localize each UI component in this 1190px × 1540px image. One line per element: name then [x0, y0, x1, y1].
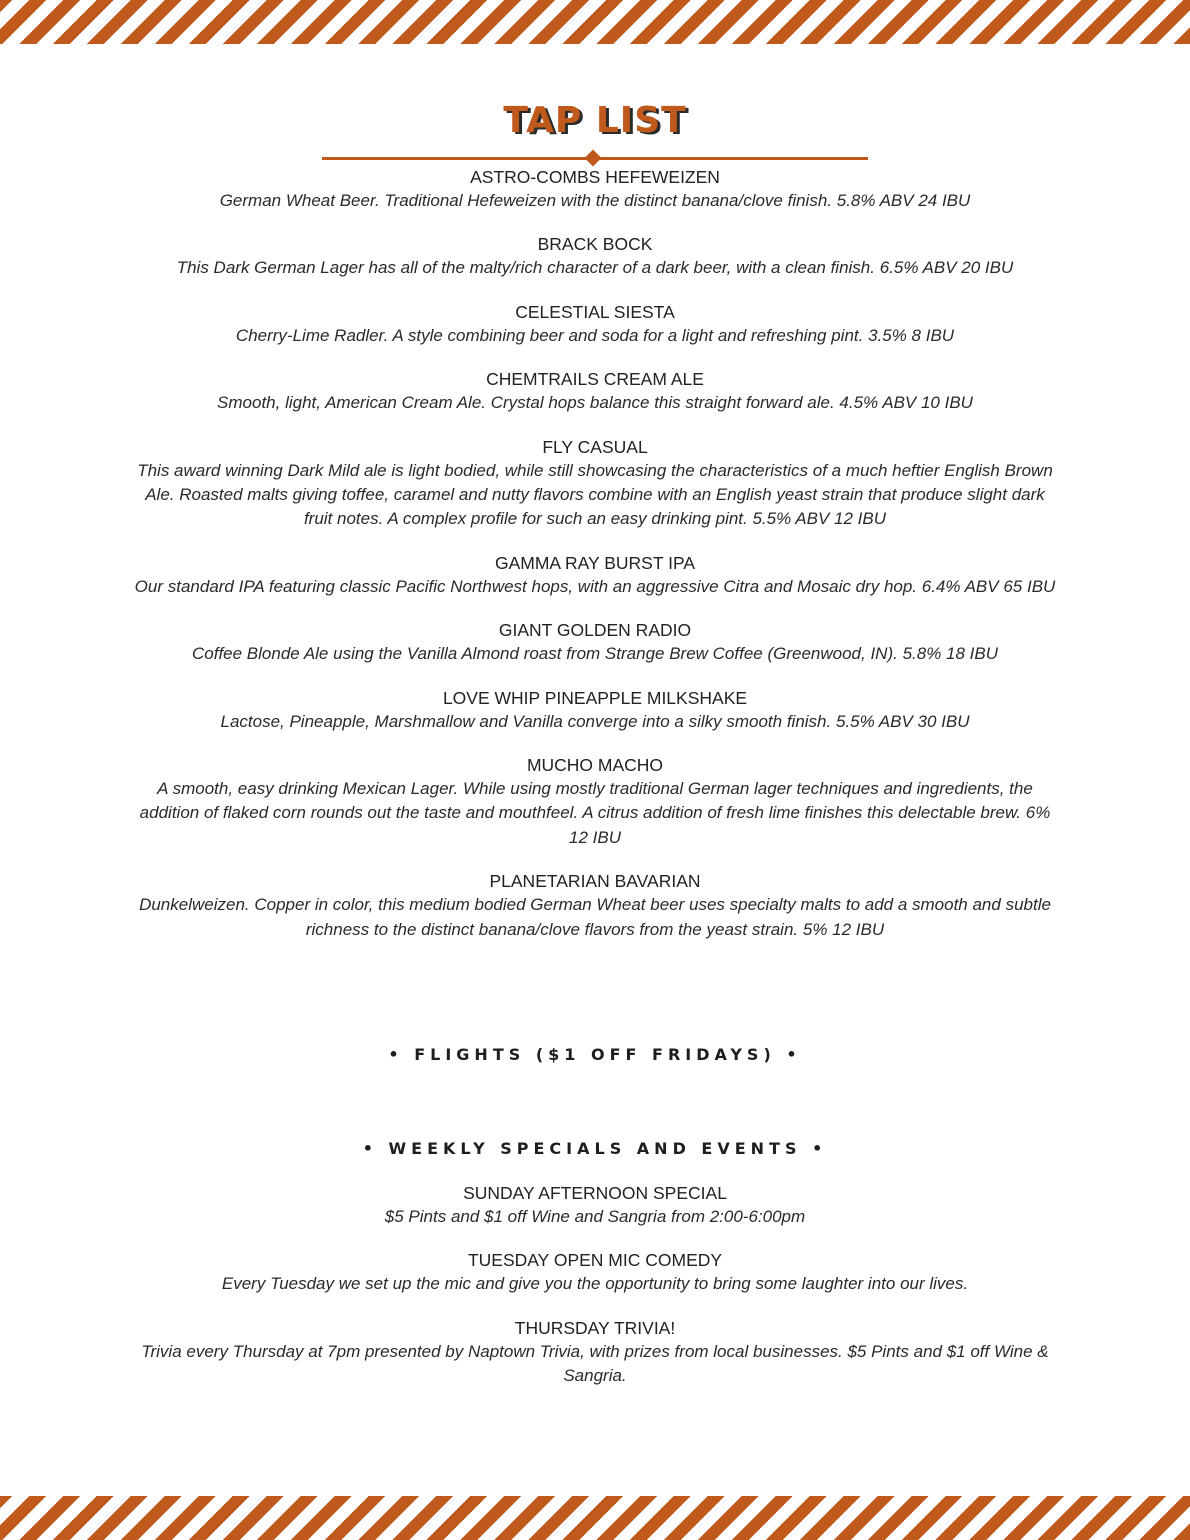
- special-description: Every Tuesday we set up the mic and give you the opportunity to bring some laughter into our lives.: [221, 1274, 969, 1294]
- flights-heading: • FLIGHTS ($1 OFF FRIDAYS) •: [388, 1045, 802, 1064]
- tap-name: GAMMA RAY BURST IPA: [494, 552, 695, 573]
- tap-name: CELESTIAL SIESTA: [515, 301, 675, 322]
- tap-name: FLY CASUAL: [542, 436, 648, 457]
- tap-item: [130, 686, 1060, 734]
- tap-description: Dunkelweizen. Copper in color, this medium bodied German Wheat beer uses specialty malts to add a smooth and subtle richness to the distinct banana/clove flavors from the yeast strain. 5% 12 IBU: [139, 895, 1051, 939]
- tap-name: LOVE WHIP PINEAPPLE MILKSHAKE: [442, 687, 748, 708]
- tap-item: [130, 753, 1060, 850]
- special-description: $5 Pints and $1 off Wine and Sangria from 2:00-6:00pm: [384, 1207, 806, 1226]
- tap-description: A smooth, easy drinking Mexican Lager. While using mostly traditional German lager techniques and ingredients, the addition of flaked corn rounds out the taste and mouthfeel. A citrus addition of fresh lime finishes this delectable brew. 6% 12 IBU: [139, 779, 1051, 847]
- page-title: TAP LIST: [503, 100, 687, 141]
- tap-item: [130, 435, 1060, 532]
- tap-name: BRACK BOCK: [537, 234, 653, 255]
- special-item: [130, 1181, 1060, 1229]
- tap-description: This award winning Dark Mild ale is light bodied, while still showcasing the characteristics of a much heftier English Brown Ale. Roasted malts giving toffee, caramel and nutty flavors combine with an English yeast strain that produce slight dark fruit notes. A complex profile for such an easy drinking pint. 5.5% ABV 12 IBU: [137, 460, 1053, 529]
- tap-description: Lactose, Pineapple, Marshmallow and Vanilla converge into a silky smooth finish. 5.5% ABV 30 IBU: [220, 711, 970, 731]
- tap-name: MUCHO MACHO: [526, 755, 664, 776]
- tap-description: Coffee Blonde Ale using the Vanilla Almond roast from Strange Brew Coffee (Greenwood, IN). 5.8% 18 IBU: [191, 644, 999, 664]
- tap-description: Cherry-Lime Radler. A style combining beer and soda for a light and refreshing pint. 3.5% 8 IBU: [235, 325, 955, 345]
- tap-name: GIANT GOLDEN RADIO: [498, 620, 692, 641]
- special-item: [130, 1248, 1060, 1296]
- weekly-specials-heading: • WEEKLY SPECIALS AND EVENTS •: [362, 1139, 828, 1158]
- tap-description: This Dark German Lager has all of the malty/rich character of a dark beer, with a clean finish. 6.5% ABV 20 IBU: [176, 258, 1014, 278]
- tap-item: [130, 300, 1060, 348]
- specials-list: [130, 1181, 1060, 1408]
- tap-item: [130, 165, 1060, 213]
- tap-name: CHEMTRAILS CREAM ALE: [486, 369, 704, 390]
- special-description: Trivia every Thursday at 7pm presented by Naptown Trivia, with prizes from local businesses. $5 Pints and $1 off Wine & Sangria.: [141, 1341, 1049, 1386]
- tap-item: [130, 618, 1060, 666]
- tap-list: [130, 165, 1060, 961]
- tap-description: Our standard IPA featuring classic Pacific Northwest hops, with an aggressive Citra and Mosaic dry hop. 6.4% ABV 65 IBU: [134, 576, 1056, 596]
- special-item: [130, 1316, 1060, 1389]
- bottom-stripe-border: [0, 1496, 1190, 1540]
- special-name: TUESDAY OPEN MIC COMEDY: [467, 1250, 723, 1271]
- special-name: SUNDAY AFTERNOON SPECIAL: [463, 1183, 727, 1203]
- tap-item: [130, 869, 1060, 942]
- special-name: THURSDAY TRIVIA!: [514, 1317, 676, 1338]
- tap-item: [130, 232, 1060, 280]
- tap-item: [130, 551, 1060, 599]
- divider-diamond-ornament: [585, 150, 602, 167]
- tap-item: [130, 367, 1060, 415]
- tap-name: PLANETARIAN BAVARIAN: [489, 871, 701, 892]
- top-stripe-border: [0, 0, 1190, 44]
- tap-description: German Wheat Beer. Traditional Hefeweizen with the distinct banana/clove finish. 5.8% ABV 24 IBU: [219, 191, 971, 210]
- tap-description: Smooth, light, American Cream Ale. Crystal hops balance this straight forward ale. 4.5% ABV 10 IBU: [217, 393, 973, 413]
- tap-name: ASTRO-COMBS HEFEWEIZEN: [470, 167, 720, 187]
